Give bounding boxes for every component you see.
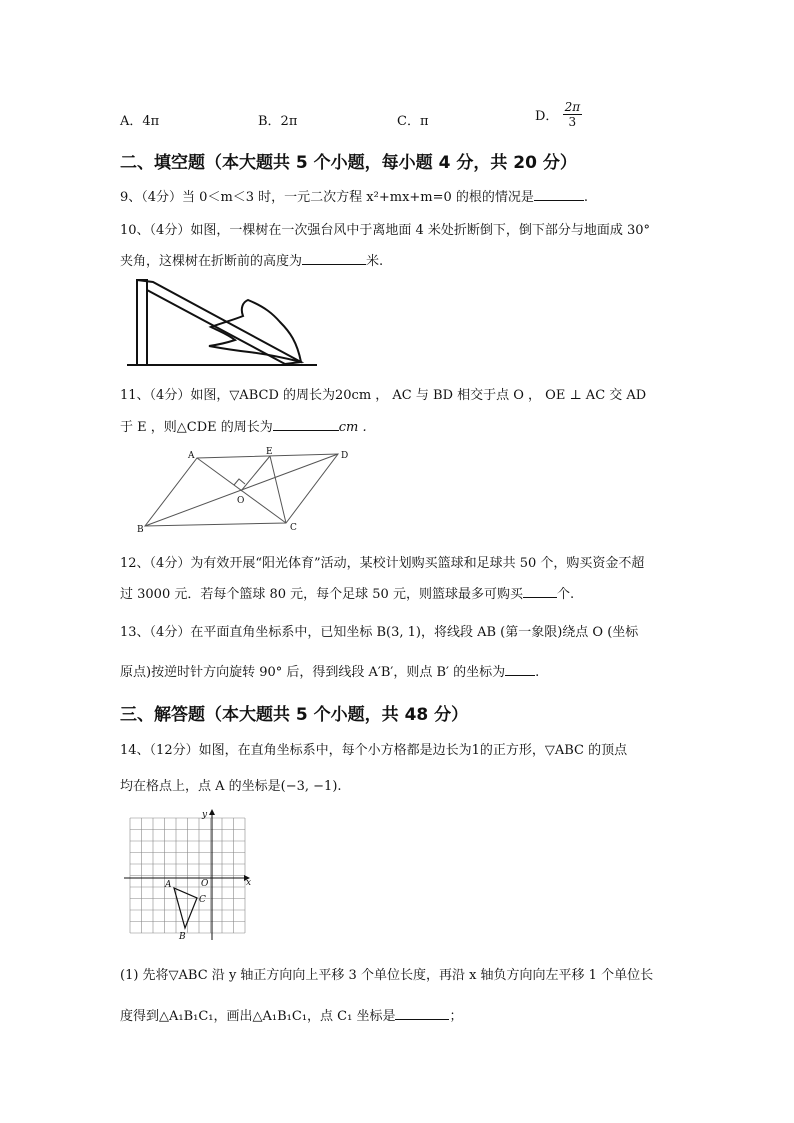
label-y: y [202, 810, 208, 820]
question-10-line-1: 10、（4分）如图，一棵树在一次强台风中于离地面 4 米处折断倒下，倒下部分与地面成 30° [120, 223, 651, 238]
label-o: O [201, 879, 209, 889]
right-angle-mark [234, 479, 245, 485]
label-x: x [246, 878, 252, 888]
label-b: B [179, 932, 186, 942]
option-d [535, 100, 582, 129]
option-a: A．4π [120, 114, 160, 129]
label-e: E [266, 447, 273, 457]
question-10-blank [302, 252, 366, 265]
question-12-text: 过 3000 元．若每个篮球 80 元，每个足球 50 元，则篮球最多可购买 [120, 587, 523, 602]
question-13-text: 原点)按逆时针方向旋转 90° 后，得到线段 A′B′，则点 B′ 的坐标为 [120, 665, 506, 680]
question-9-blank [534, 188, 584, 201]
figure-parallelogram [130, 444, 360, 539]
question-10-line-2 [120, 250, 383, 269]
section-2-title: 二、填空题（本大题共 5 个小题，每小题 4 分，共 20 分） [120, 153, 577, 173]
question-9 [120, 186, 588, 205]
segment-oe [241, 456, 270, 491]
label-d: D [341, 451, 349, 461]
label-c: C [199, 895, 206, 905]
question-14-line-2: 均在格点上，点 A 的坐标是(−3, −1). [120, 779, 342, 794]
label-a: A [188, 451, 195, 461]
option-d-numerator: 2π [564, 100, 581, 114]
option-d-fraction [563, 100, 583, 129]
question-12-line-1: 12、（4分）为有效开展“阳光体育”活动，某校计划购买篮球和足球共 50 个，购买资金不超 [120, 556, 645, 571]
question-9-text: 9、（4分）当 0＜m＜3 时，一元二次方程 x²+mx+m=0 的根的情况是 [120, 190, 534, 205]
question-12-line-2 [120, 583, 574, 602]
option-d-denominator: 3 [568, 115, 577, 129]
question-14-part-1-end: ； [449, 1009, 463, 1024]
question-11-line-1: 11、（4分）如图，▽ABCD 的周长为20cm ， AC 与 BD 相交于点 O ， OE ⊥ AC 交 AD [120, 388, 647, 403]
option-d-label: D． [535, 109, 559, 124]
figure-broken-tree [125, 272, 325, 372]
y-axis-arrow [209, 809, 215, 815]
question-11-line-2 [120, 416, 367, 435]
question-11-end: cm . [338, 420, 367, 435]
question-12-blank [523, 585, 557, 598]
question-11-text: 于 E ，则△CDE 的周长为 [120, 420, 273, 435]
question-14-part-1-line-1: (1) 先将▽ABC 沿 y 轴正方向向上平移 3 个单位长度，再沿 x 轴负方向向左平移 1 个单位长 [120, 968, 654, 983]
label-b: B [137, 525, 144, 535]
question-14-part-1-text: 度得到△A₁B₁C₁，画出△A₁B₁C₁，点 C₁ 坐标是 [120, 1009, 396, 1024]
question-13-line-2 [120, 661, 539, 680]
option-c: C．π [397, 114, 429, 129]
figure-coordinate-grid [122, 806, 254, 942]
option-b: B．2π [258, 114, 298, 129]
label-a: A [165, 880, 172, 890]
question-14-line-1: 14、（12分）如图，在直角坐标系中，每个小方格都是边长为1的正方形，▽ABC 的顶点 [120, 743, 628, 758]
question-13-blank [505, 663, 535, 676]
fallen-trunk [137, 280, 301, 364]
question-10-end: 米. [366, 254, 384, 269]
question-11-blank [273, 418, 339, 431]
question-10-text: 夹角，这棵树在折断前的高度为 [120, 254, 303, 269]
tree-trunk [137, 280, 147, 365]
grid-lines [130, 818, 245, 933]
question-12-end: 个. [556, 587, 575, 602]
section-3-title: 三、解答题（本大题共 5 个小题，共 48 分） [120, 705, 469, 725]
triangle-abc [174, 888, 197, 928]
question-9-end: . [583, 190, 589, 205]
question-13-end: . [535, 665, 540, 680]
question-14-part-1-line-2 [120, 1005, 462, 1024]
label-o: O [237, 496, 245, 506]
question-14-part-1-blank [395, 1007, 449, 1020]
question-13-line-1: 13、（4分）在平面直角坐标系中，已知坐标 B(3, 1)，将线段 AB (第一象限)绕点 O (坐标 [120, 625, 639, 640]
label-c: C [290, 523, 297, 533]
